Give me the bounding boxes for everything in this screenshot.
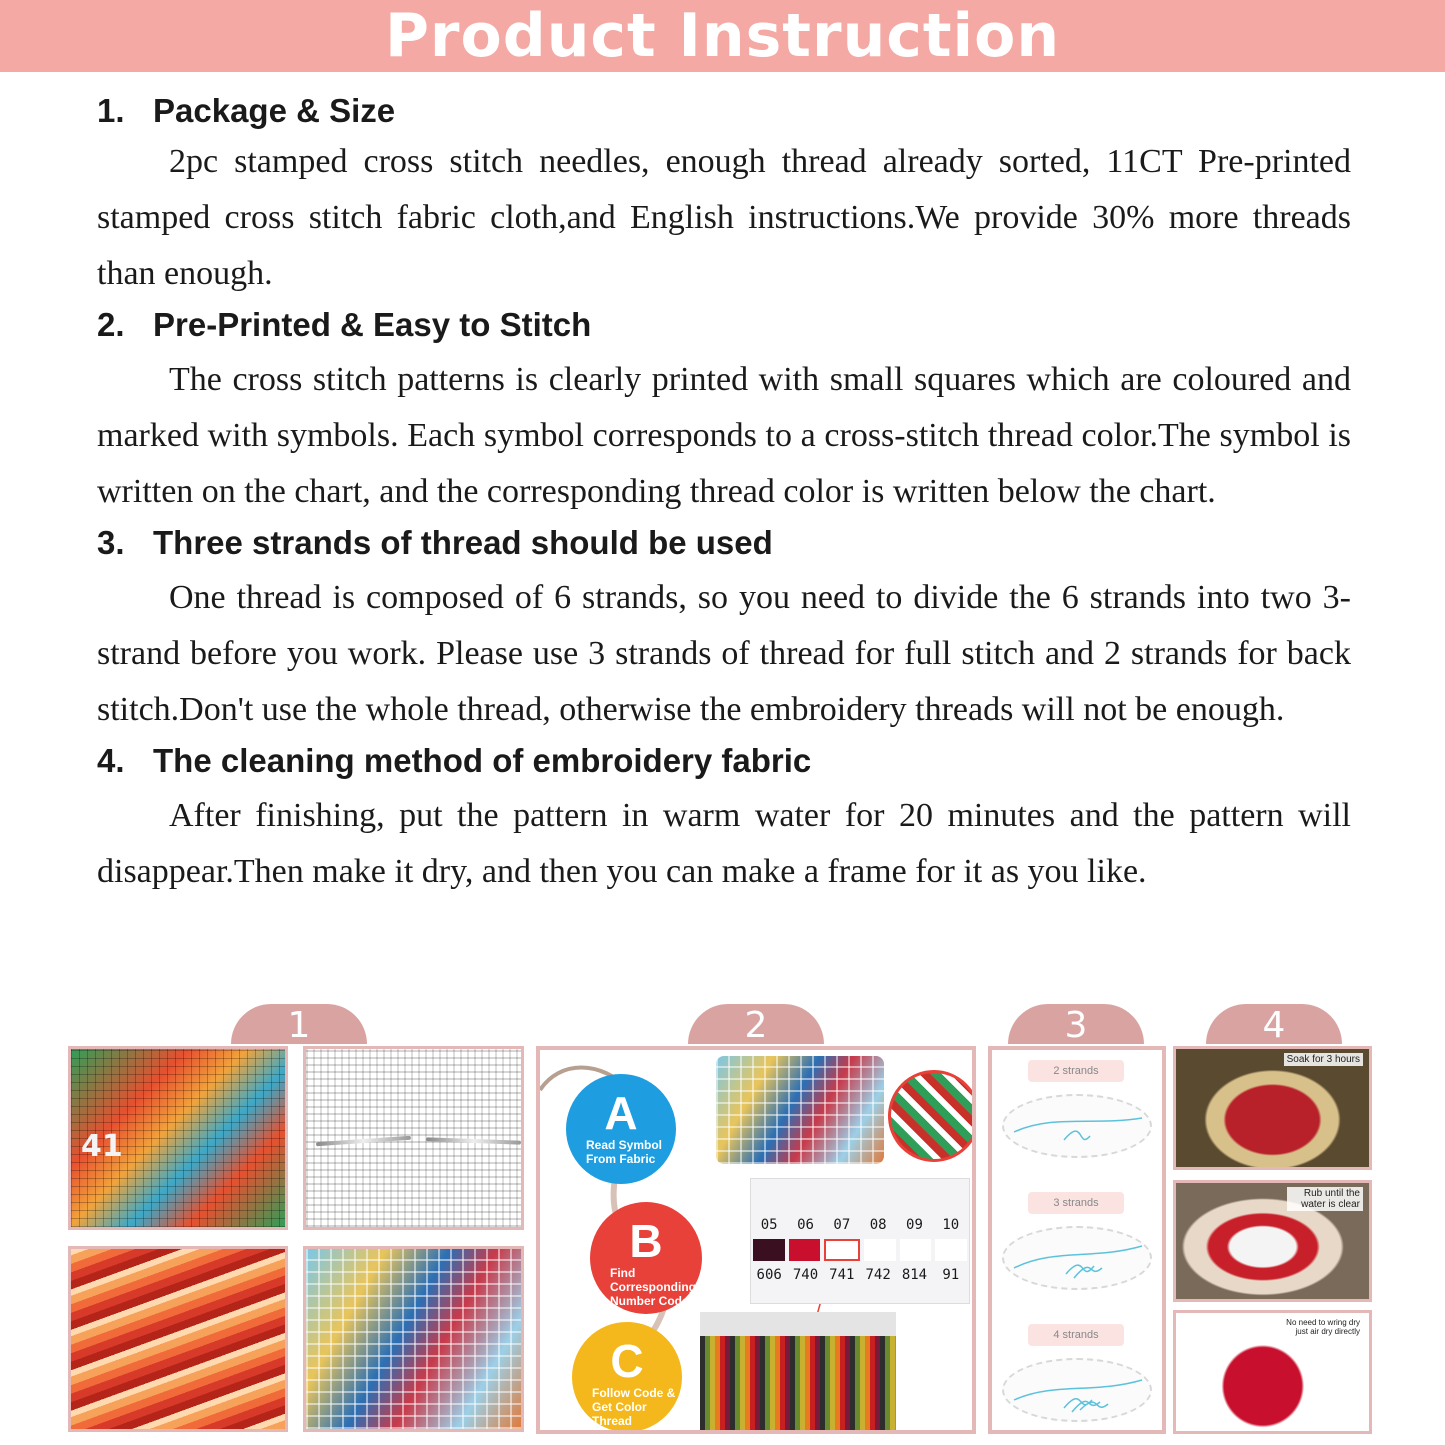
step-letter: A bbox=[604, 1087, 638, 1139]
dry-caption: No need to wring dry just air dry directly bbox=[1277, 1317, 1363, 1337]
step-text: Follow Code & Get Color Thread bbox=[592, 1386, 676, 1428]
strand-label: 3 strands bbox=[1028, 1192, 1124, 1214]
strand-label: 2 strands bbox=[1028, 1060, 1124, 1082]
soak-caption: Soak for 3 hours bbox=[1284, 1053, 1363, 1066]
code-row-top bbox=[751, 1217, 969, 1233]
section-package-size bbox=[97, 88, 1351, 302]
needle-icon bbox=[426, 1137, 521, 1144]
chart-photo bbox=[68, 1046, 288, 1230]
page-title: Product Instruction bbox=[384, 1, 1061, 71]
code-label: 814 bbox=[901, 1267, 928, 1283]
symbol-fabric-photo bbox=[716, 1056, 884, 1164]
code-label: 742 bbox=[865, 1267, 891, 1283]
header-banner bbox=[0, 0, 1445, 72]
section-number: 1. bbox=[97, 92, 125, 129]
instructions bbox=[97, 88, 1351, 900]
thread-icon bbox=[1004, 1096, 1150, 1156]
step-c-circle bbox=[572, 1322, 682, 1432]
code-label: 08 bbox=[869, 1217, 887, 1233]
step-text: Find Corresponding Number Code bbox=[610, 1266, 696, 1308]
swatch-row bbox=[751, 1237, 969, 1263]
code-label: 10 bbox=[942, 1217, 960, 1233]
step-tab-1: 1 bbox=[231, 1004, 367, 1044]
section-title: The cleaning method of embroidery fabric bbox=[153, 742, 812, 779]
section-number: 3. bbox=[97, 524, 125, 561]
color-swatch bbox=[900, 1239, 932, 1261]
section-heading bbox=[97, 738, 1351, 784]
soak-photo bbox=[1173, 1046, 1372, 1170]
code-label: 740 bbox=[792, 1267, 819, 1283]
code-label: 91 bbox=[942, 1267, 960, 1283]
section-number: 2. bbox=[97, 306, 125, 343]
stamped-fabric-photo bbox=[303, 1246, 524, 1432]
section-strands bbox=[97, 520, 1351, 738]
section-heading bbox=[97, 520, 1351, 566]
threads-photo bbox=[68, 1246, 288, 1432]
strand-label: 4 strands bbox=[1028, 1324, 1124, 1346]
section-title: Three strands of thread should be used bbox=[153, 524, 773, 561]
needle-icon bbox=[316, 1136, 411, 1147]
strand-hoop bbox=[1002, 1094, 1152, 1158]
section-text: One thread is composed of 6 strands, so you need to divide the 6 strands into two 3-strand before you work. Please use 3 strands of thread for full stitch and 2 strands for back stitch.Don't use the whole thread, otherwise the embroidery threads will not be enough. bbox=[97, 579, 1351, 728]
code-label: 606 bbox=[756, 1267, 782, 1283]
step-tab-2: 2 bbox=[688, 1004, 824, 1044]
step-tab-3: 3 bbox=[1008, 1004, 1144, 1044]
color-swatch bbox=[753, 1239, 785, 1261]
section-title: Package & Size bbox=[153, 92, 396, 129]
thread-icon bbox=[1004, 1228, 1150, 1288]
color-swatch bbox=[935, 1239, 967, 1261]
color-swatch bbox=[789, 1239, 821, 1261]
section-number: 4. bbox=[97, 742, 125, 779]
code-row-bottom bbox=[751, 1267, 969, 1283]
section-heading bbox=[97, 88, 1351, 134]
chart-number: 41 bbox=[81, 1129, 123, 1164]
section-title: Pre-Printed & Easy to Stitch bbox=[153, 306, 592, 343]
dry-photo bbox=[1173, 1310, 1372, 1434]
section-text: 2pc stamped cross stitch needles, enough thread already sorted, 11CT Pre-printed stamped cross stitch fabric cloth,and English instructions.We provide 30% more threads than enough. bbox=[97, 143, 1351, 292]
step-a-circle bbox=[566, 1074, 676, 1184]
section-text: The cross stitch patterns is clearly printed with small squares which are coloured and marked with symbols. Each symbol corresponds to a cross-stitch thread color.The symbol is written on the chart, and the corresponding thread color is written below the chart. bbox=[97, 361, 1351, 510]
zoom-magnifier bbox=[888, 1070, 976, 1162]
code-label: 05 bbox=[760, 1217, 778, 1233]
thread-icon bbox=[1004, 1360, 1150, 1420]
step3-panel bbox=[988, 1046, 1166, 1434]
code-label: 741 bbox=[829, 1267, 855, 1283]
color-swatch bbox=[824, 1239, 860, 1261]
code-chart-photo bbox=[750, 1178, 970, 1304]
section-cleaning bbox=[97, 738, 1351, 900]
strand-hoop bbox=[1002, 1358, 1152, 1422]
thread-card-photo bbox=[700, 1312, 896, 1434]
step-letter: B bbox=[629, 1215, 663, 1267]
needles-photo bbox=[303, 1046, 524, 1230]
step-letter: C bbox=[610, 1335, 644, 1387]
color-swatch bbox=[864, 1239, 896, 1261]
section-text: After finishing, put the pattern in warm water for 20 minutes and the pattern will disappear.Then make it dry, and then you can make a frame for it as you like. bbox=[97, 797, 1351, 890]
step-b-circle bbox=[590, 1202, 702, 1314]
step-tab-4: 4 bbox=[1206, 1004, 1342, 1044]
code-label: 09 bbox=[906, 1217, 923, 1233]
code-label: 06 bbox=[797, 1217, 814, 1233]
rub-caption: Rub until the water is clear bbox=[1287, 1187, 1363, 1211]
code-label: 07 bbox=[833, 1217, 851, 1233]
rub-photo bbox=[1173, 1180, 1372, 1302]
step2-panel bbox=[536, 1046, 976, 1434]
section-pre-printed bbox=[97, 302, 1351, 520]
step-text: Read Symbol From Fabric bbox=[586, 1138, 663, 1166]
section-heading bbox=[97, 302, 1351, 348]
strand-hoop bbox=[1002, 1226, 1152, 1290]
steps-illustration bbox=[0, 1000, 1445, 1445]
